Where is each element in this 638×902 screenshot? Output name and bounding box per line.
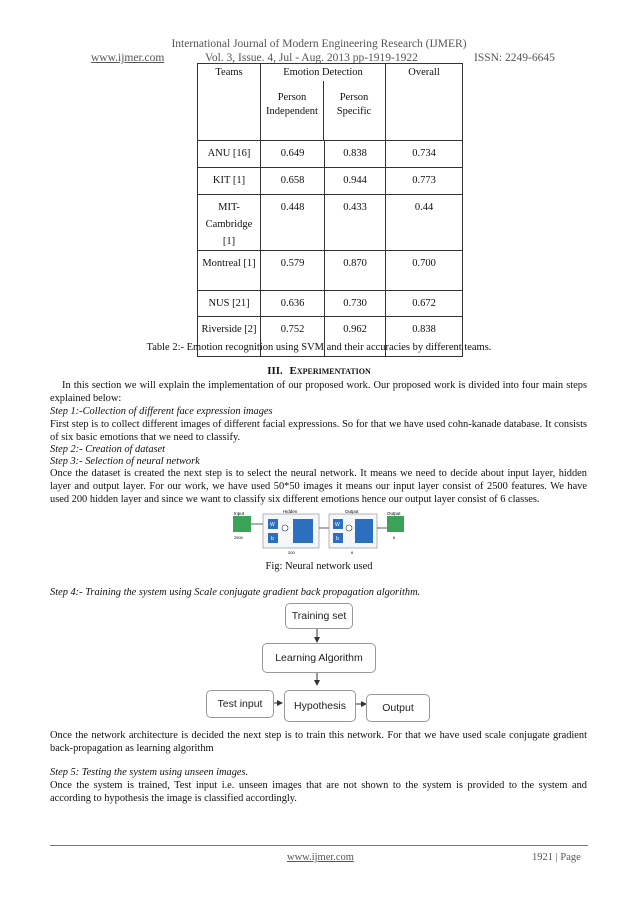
section-number: III. [267,365,283,377]
value-cell: 0.44 [386,195,463,251]
output-activation [355,519,373,543]
value-cell: 0.658 [261,168,325,195]
team-cell: Riverside [2] [198,317,261,357]
step1-title: Step 1:-Collection of different face expression images [50,406,273,417]
step3-text: Once the dataset is created the next step is to select the neural network. It means we need to decide about input layer, hidden layer and output layer. For our work, we have used 50*50 images it means our input layer consist of 2500 features. We have used 200 hidden layer and since we want to classify six different emotions hence our output layer consist of 6 classes. [50,468,587,505]
table-caption: Table 2:- Emotion recognition using SVM and their accuracies by different teams. [146,342,492,353]
output-count: 6 [393,535,396,540]
table-row [198,291,463,317]
flow-hypothesis: Hypothesis [284,690,356,722]
issn: ISSN: 2249-6645 [474,52,555,64]
hidden-w: W [270,522,275,528]
output-w: W [335,522,340,528]
table-row [198,195,463,251]
input-block [233,516,251,532]
figure-caption: Fig: Neural network used [265,561,373,572]
sub-independent-header: Person Independent [261,81,324,140]
step5-text: Once the system is trained, Test input i.e. unseen images that are not shown to the system is provided to the system and according to hypothesis the image is classified accordingly. [50,780,587,804]
value-cell: 0.433 [325,195,386,251]
value-cell: 0.700 [386,251,463,291]
neural-network-figure [233,508,405,558]
flow-test-input: Test input [206,690,274,718]
team-cell: NUS [21] [198,291,261,317]
col-teams-header: Teams [198,64,261,141]
step1-text: First step is to collect different images of different facial expressions. So for that we have used cohn-kanade database. It consists of six basic emotions that we need to classify. [50,419,587,443]
table-row [198,141,463,168]
hidden-activation [293,519,313,543]
page-number: 1921 | Page [532,852,581,863]
col-overall-header: Overall [386,64,463,141]
results-table [197,63,463,357]
value-cell: 0.579 [261,251,325,291]
value-cell: 0.734 [386,141,463,168]
step4-title: Step 4:- Training the system using Scale conjugate gradient back propagation algorithm. [50,587,421,598]
value-cell: 0.773 [386,168,463,195]
volume-info: Vol. 3, Issue. 4, Jul - Aug. 2013 pp-1919-1922 [205,52,418,64]
step4-text: Once the network architecture is decided the next step is to train this network. For that we have used scale conjugate gradient back-propagation as learning algorithm [50,730,587,754]
value-cell: 0.870 [325,251,386,291]
value-cell: 0.636 [261,291,325,317]
intro-paragraph: In this section we will explain the implementation of our proposed work. Our proposed work is divided into four main steps explained below: [50,380,587,404]
col-emotion-header: Emotion Detection Person Independent Person Specific [261,64,386,141]
flow-learning-algorithm: Learning Algorithm [262,643,376,673]
journal-title: International Journal of Modern Engineering Research (IJMER) [171,38,467,50]
value-cell: 0.672 [386,291,463,317]
team-cell: KIT [1] [198,168,261,195]
team-cell: MIT-Cambridge [1] [198,195,261,251]
value-cell: 0.752 [261,317,325,357]
output-label: Output [387,511,401,516]
value-cell: 0.838 [386,317,463,357]
team-cell: Montreal [1] [198,251,261,291]
hidden-count: 200 [288,550,295,555]
hidden-b: b [271,536,274,542]
value-cell: 0.448 [261,195,325,251]
table-row [198,251,463,291]
flow-output: Output [366,694,430,722]
step2-title: Step 2:- Creation of dataset [50,444,166,455]
team-cell: ANU [16] [198,141,261,168]
journal-site-link[interactable]: www.ijmer.com [91,52,165,64]
output-block [387,516,404,532]
sub-specific-header: Person Specific [336,92,372,117]
section-heading [0,365,638,377]
input-count: 2500 [234,535,243,540]
value-cell: 0.838 [325,141,386,168]
section-title: Experimentation [289,365,371,377]
value-cell: 0.730 [325,291,386,317]
value-cell: 0.962 [325,317,386,357]
step5-title: Step 5: Testing the system using unseen images. [50,767,249,778]
hidden-label: Hidden [283,509,298,514]
step3-title: Step 3:- Selection of neural network [50,456,200,467]
input-label: Input [234,511,245,516]
footer-site-link[interactable]: www.ijmer.com [287,852,354,863]
value-cell: 0.649 [261,141,325,168]
flow-training-set: Training set [285,603,353,629]
value-cell: 0.944 [325,168,386,195]
output-b: b [336,536,339,542]
footer-divider [50,845,588,846]
table-row [198,168,463,195]
output-layer-label: Output [345,509,359,514]
output-layer-count: 6 [351,550,354,555]
